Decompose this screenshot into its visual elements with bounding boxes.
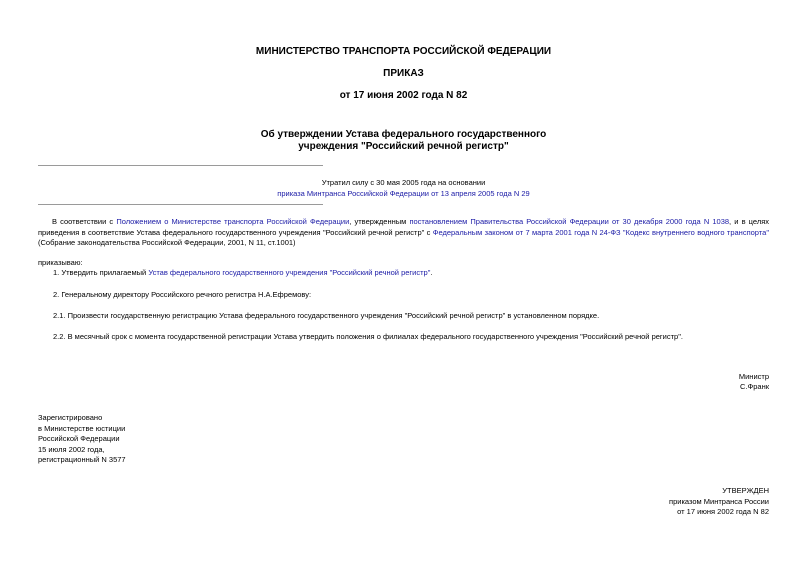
preamble-text-4: (Собрание законодательства Российской Федерации, 2001, N 11, ст.1001) — [38, 238, 296, 247]
preamble-text-1: В соответствии с — [52, 217, 117, 226]
order-item-1-suffix: . — [430, 268, 433, 277]
ministry-regulation-link[interactable]: Положением о Министерстве транспорта Российской Федерации — [116, 217, 350, 226]
order-item-2-1: 2.1. Произвести государственную регистрацию Устава федерального государственного учреждения "Российский речной регистр" в установленном порядке. — [53, 311, 600, 320]
order-intro: приказываю: — [38, 258, 83, 267]
status-link-wrap — [0, 189, 807, 200]
signature-name: С.Франк — [740, 382, 769, 391]
ministry-heading: МИНИСТЕРСТВО ТРАНСПОРТА РОССИЙСКОЙ ФЕДЕРАЦИИ — [255, 46, 552, 57]
approval-line-1: УТВЕРЖДЕН — [722, 486, 769, 495]
preamble-text-2: , утвержденным — [349, 217, 410, 226]
doc-title-line-2: учреждения "Российский речной регистр" — [298, 141, 509, 152]
doc-type-heading: ПРИКАЗ — [383, 68, 424, 79]
status-expired-text: Утратил силу с 30 мая 2005 года на основании — [321, 178, 486, 187]
divider-top — [38, 165, 323, 166]
registration-line-4: 15 июля 2002 года, — [38, 444, 105, 454]
registration-line-5: регистрационный N 3577 — [38, 455, 126, 464]
order-item-1-text: 1. Утвердить прилагаемый — [53, 268, 149, 277]
divider-bottom — [38, 204, 323, 205]
order-item-1 — [53, 268, 432, 279]
order-item-2-2: 2.2. В месячный срок с момента государственной регистрации Устава утвердить положения о филиалах федерального государственного учреждения "Российский речной регистр". — [53, 332, 683, 341]
preamble-text-3: , и в целях приведения в соответствие Устава федерального государственного учреждения "Российский речной регистр" с — [38, 217, 770, 237]
registration-line-1: Зарегистрировано — [38, 413, 103, 422]
approval-line-3: от 17 июня 2002 года N 82 — [677, 507, 769, 516]
registration-line-3: Российской Федерации — [38, 434, 120, 443]
preamble-paragraph — [38, 217, 769, 249]
government-decree-link[interactable]: постановлением Правительства Российской Федерации от 30 декабря 2000 года N 1038 — [409, 217, 730, 226]
signature-title: Министр — [738, 372, 769, 381]
doc-title-line-1: Об утверждении Устава федерального государственного — [260, 129, 547, 140]
charter-link[interactable]: Устав федерального государственного учреждения "Российский речной регистр" — [148, 268, 431, 277]
order-item-2: 2. Генеральному директору Российского речного регистра Н.А.Ефремову: — [53, 290, 312, 299]
federal-law-link[interactable]: Федеральным законом от 7 марта 2001 года N 24-ФЗ "Кодекс внутреннего водного транспорта" — [432, 227, 769, 237]
status-repeal-link[interactable]: приказа Минтранса Российской Федерации от 13 апреля 2005 года N 29 — [277, 189, 530, 198]
doc-date-number: от 17 июня 2002 года N 82 — [339, 90, 468, 101]
approval-line-2: приказом Минтранса России — [669, 496, 769, 506]
registration-line-2: в Министерстве юстиции — [38, 423, 126, 433]
